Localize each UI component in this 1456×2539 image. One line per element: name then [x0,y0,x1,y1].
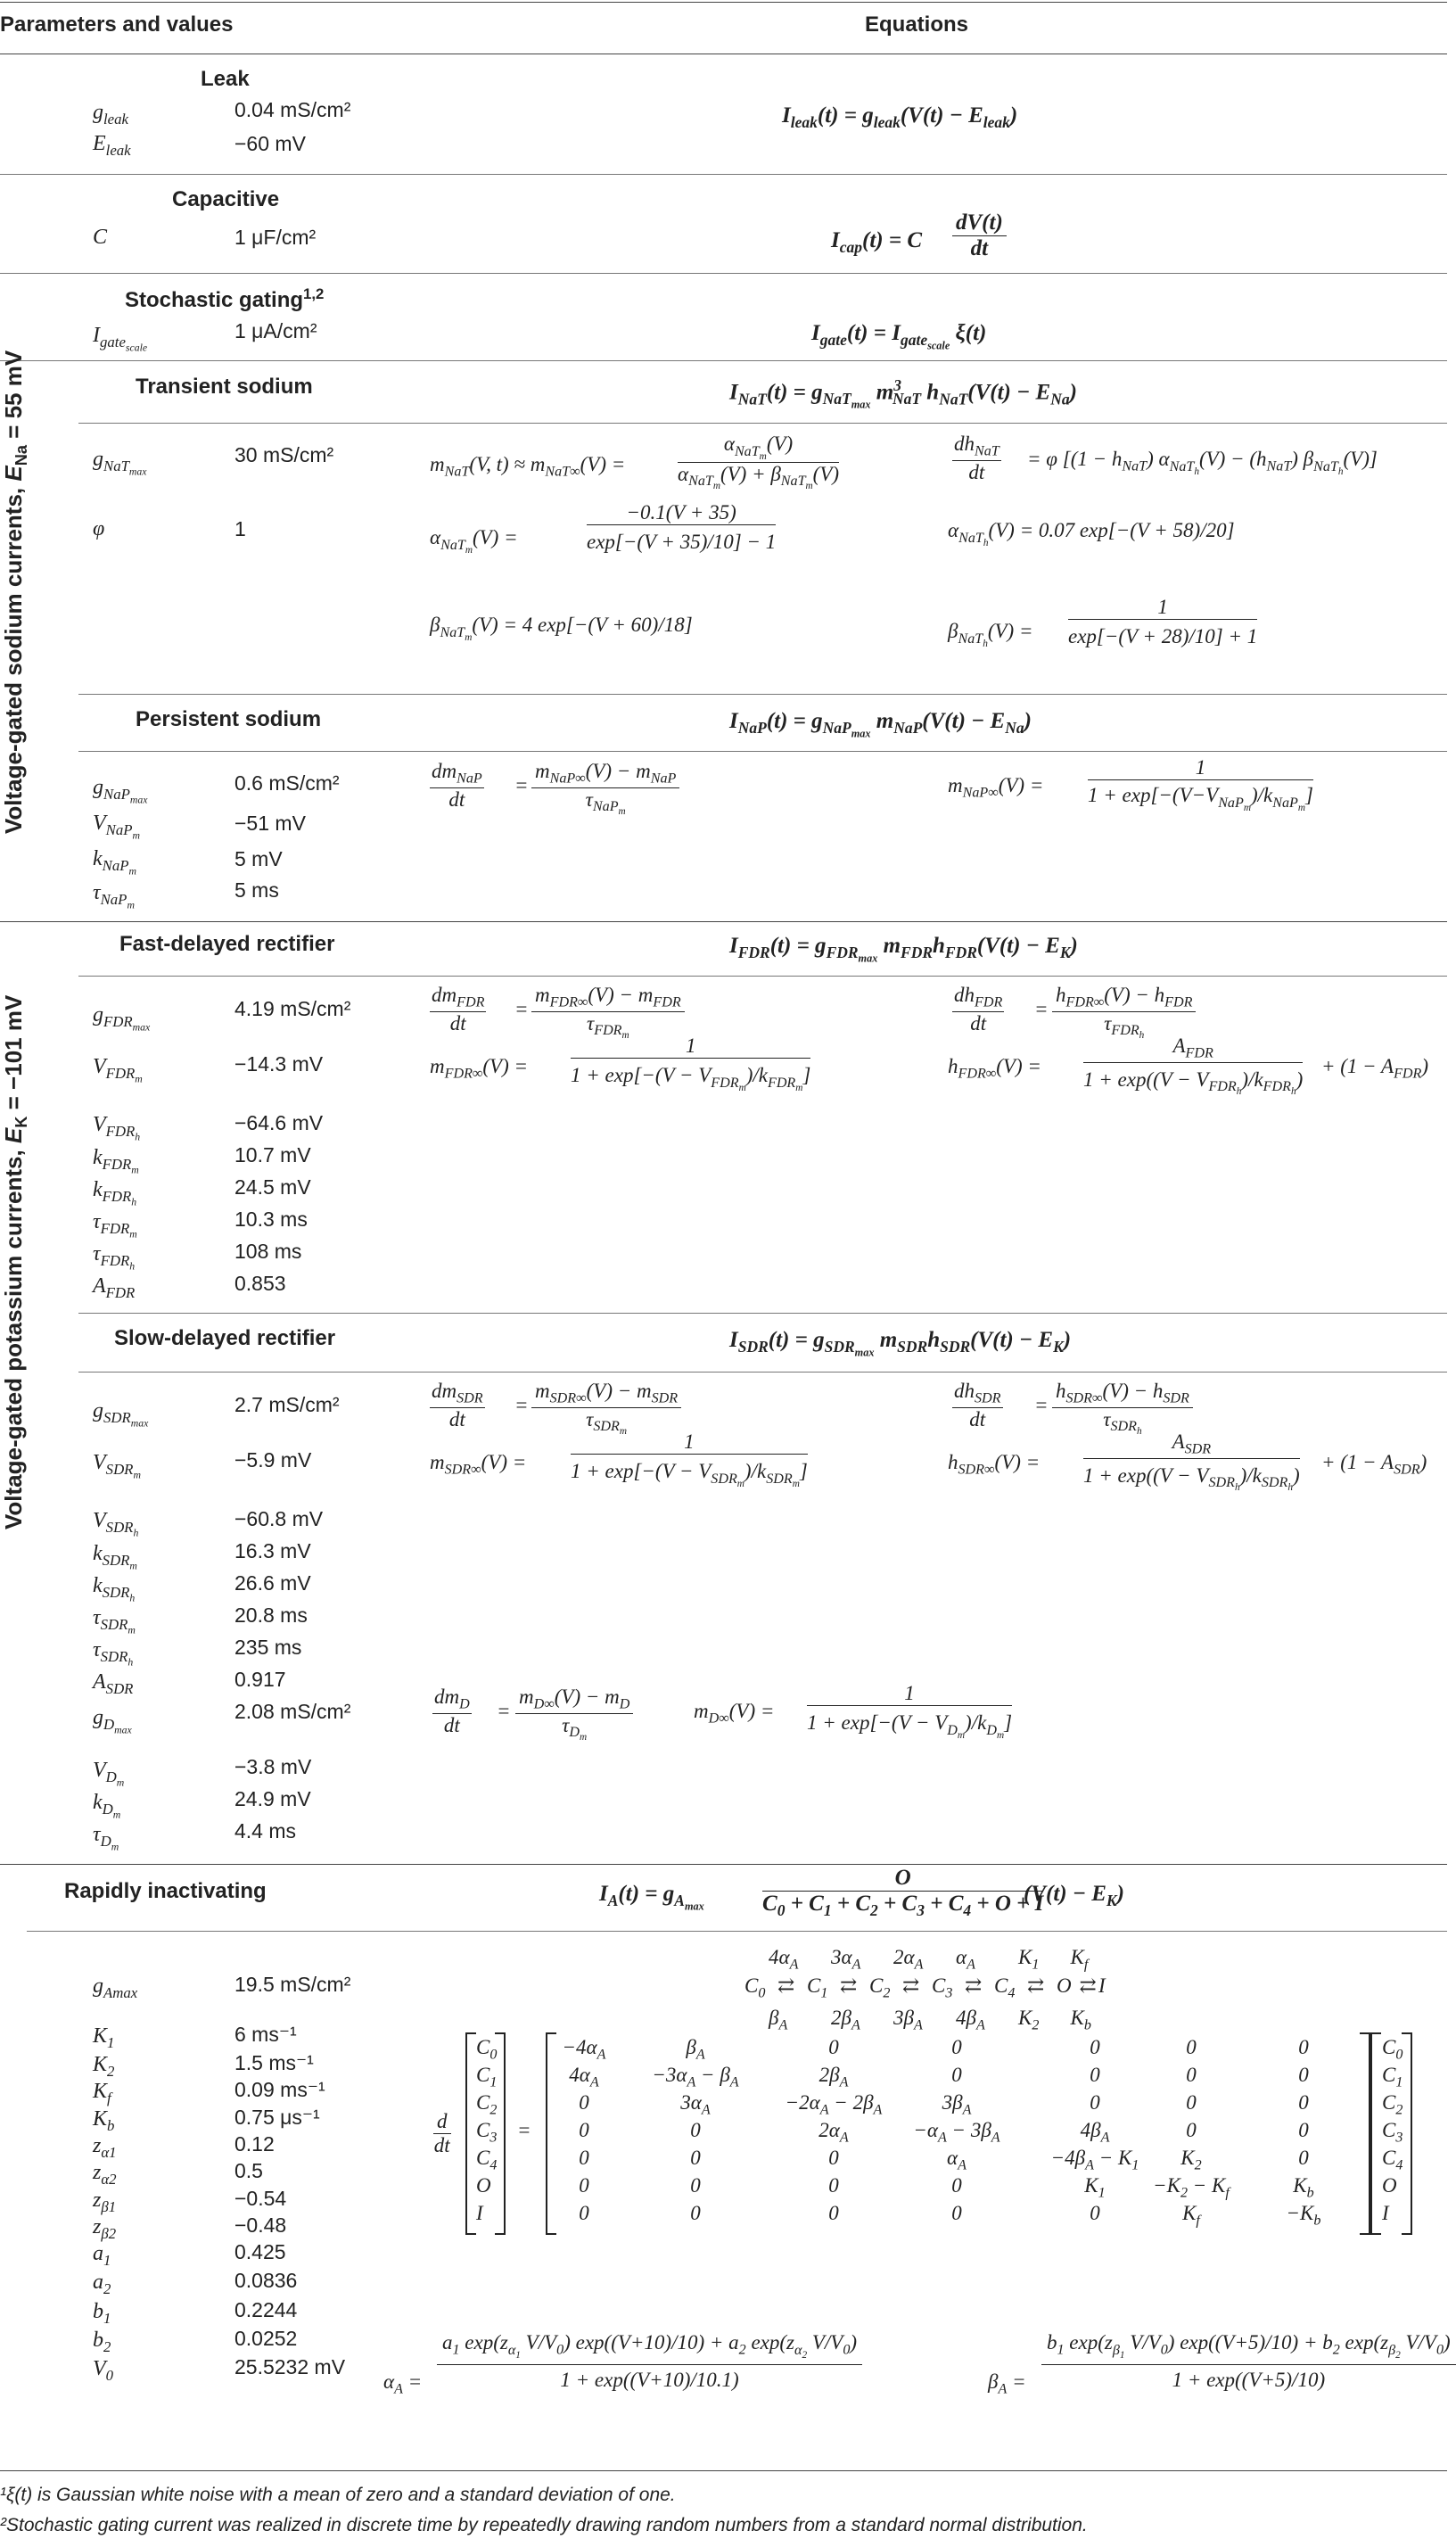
param-name: $\tau_{D_m}$ [93,1823,119,1853]
state-vector-entry: $C_2$ [1382,2091,1403,2118]
param-value: 16.3 mV [234,1539,311,1562]
section-title-sdr: Slow-delayed rectifier [114,1326,336,1350]
table-bottom-rule [0,2470,1447,2471]
equation-dm-fdr-rhs: $m_{FDR\infty}(V) - m_{FDR}$ $\tau_{FDR_m}$ [531,984,685,1041]
equation-transient-sodium: $I_{NaT}(t) = g_{NaT_{max}}$ $m^3_{NaT}$ $h_{NaT}(V(t) - E_{Na})$ [729,376,1077,411]
matrix-cell: $2\alpha_A$ [818,2119,849,2146]
matrix-cell: 0 [690,2202,701,2224]
param-name: $\tau_{NaP_m}$ [93,881,135,911]
scheme-arrow-icon: ⇄ [1027,1974,1045,1997]
equation-dm-nap-eq: = [514,774,529,796]
table-top-rule [0,2,1447,3]
equation-alpha-a-lhs: $\alpha_A$ = [383,2370,423,2397]
scheme-forward-rate: $\alpha_A$ [956,1946,975,1973]
equation-m-d-inf-frac: 1 $1 + \exp[-(V - V_{D_m})/k_{D_m}]$ [807,1682,1013,1741]
equation-fdr: $I_{FDR}(t) = g_{FDR_{max}}$ $m_{FDR}h_{FDR}(V(t) - E_K)$ [729,934,1078,965]
param-name: $K_b$ [93,2107,115,2134]
equation-leak: $I_{leak}(t) = g_{leak}(V(t) - E_{leak})$ [782,103,1018,131]
equation-m-sdr-inf-lhs: $m_{SDR\infty}(V)$ = [430,1451,527,1478]
matrix-cell: 0 [579,2202,589,2224]
equation-m-nap-inf-frac: 1 $1 + \exp[-(V-V_{NaP_m})/k_{NaP_m}]$ [1088,756,1313,813]
param-name: $V_0$ [93,2357,114,2384]
matrix-cell: 0 [1090,2036,1100,2058]
matrix-cell: $K_f$ [1182,2202,1200,2229]
equation-h-sdr-inf-tail: + $(1 - A_{SDR})$ [1321,1451,1427,1478]
section-title-capacitive: Capacitive [172,187,280,211]
equation-beta-nat-h-frac: 1 exp[−(V + 28)/10] + 1 [1068,596,1258,647]
matrix-cell: 0 [1298,2091,1309,2114]
group-rule [0,1864,1447,1865]
equation-alpha-nat-m-frac: −0.1(V + 35) exp[−(V + 35)/10] − 1 [587,501,777,553]
equation-m-nat-frac: $\alpha_{NaT_m}(V)$ $\alpha_{NaT_m}(V) + \beta_{NaT_m}(V)$ [678,433,840,492]
subsection-rule [78,751,1447,752]
scheme-arrow-icon: ⇄ [777,1974,795,1997]
matrix-cell: 0 [951,2064,962,2086]
equation-dm-d-eq: = [497,1700,511,1722]
matrix-cell: $\beta_A$ [686,2036,705,2063]
matrix-cell: 0 [1298,2036,1309,2058]
param-value: 24.9 mV [234,1787,311,1810]
param-value: −64.6 mV [234,1111,324,1134]
param-name: $V_{FDR_m}$ [93,1055,143,1085]
equation-sdr: $I_{SDR}(t) = g_{SDR_{max}}$ $m_{SDR}h_{SDR}(V(t) - E_K)$ [729,1328,1072,1359]
param-value: 4.19 mS/cm² [234,997,351,1020]
param-name: $b_2$ [93,2329,111,2355]
equation-rapid-tail: $(V(t) - E_K)$ [1024,1882,1124,1909]
param-name: $z_{\alpha 2}$ [93,2161,117,2188]
equation-rapid-frac: O $C_0 + C_1 + C_2 + C_3 + C_4 + O + I$ [762,1866,1044,1919]
scheme-arrow-icon: ⇄ [1079,1974,1097,1997]
state-vector-entry: $C_1$ [1382,2064,1403,2090]
potassium-group-label: Voltage-gated potassium currents, $E_K = -101$ mV [0,994,31,1529]
param-value: 1.5 ms⁻¹ [234,2051,314,2074]
param-value: 30 mS/cm² [234,443,334,466]
equation-dh-sdr-frac: $dh_{SDR}$ dt [954,1380,1001,1430]
scheme-state: $C_0$ [744,1974,766,2001]
param-name: $V_{FDR_h}$ [93,1113,141,1143]
scheme-backward-rate: $3\beta_A$ [893,2007,923,2033]
section-title-transient-sodium: Transient sodium [136,375,313,399]
stochastic-title-sup: 1,2 [303,285,325,302]
equation-dh-fdr-eq: = [1034,998,1049,1020]
matrix-cell: $4\alpha_A$ [569,2064,599,2090]
section-title-fdr: Fast-delayed rectifier [119,932,335,956]
section-title-persistent-sodium: Persistent sodium [136,707,322,731]
equation-m-nat-lhs: $m_{NaT}(V$, $t) \approx m_{NaT\infty}(V)$ = [430,453,626,480]
matrix-cell: $3\alpha_A$ [680,2091,711,2118]
matrix-cell: 0 [1090,2091,1100,2114]
section-rule [78,694,1447,695]
matrix-cell: $4\beta_A$ [1080,2119,1110,2146]
equation-dm-d-frac: $dm_D$ dt [434,1686,470,1736]
equation-dm-sdr-frac: $dm_{SDR}$ dt [432,1380,483,1430]
equation-dh-nat-rhs: = φ [$(1 - h_{NaT})$ $\alpha_{NaT_h}(V) - (h_{NaT})$ $\beta_{NaT_h}(V)$] [1027,448,1378,477]
matrix-cell: 0 [1090,2064,1100,2086]
param-value: 5 ms [234,878,279,902]
state-vector-entry: O [476,2174,491,2197]
param-value: 0.04 mS/cm² [234,98,351,121]
param-name: $z_{\alpha 1}$ [93,2134,117,2161]
matrix-cell: 0 [951,2174,962,2197]
param-value: 108 ms [234,1240,302,1263]
param-value: 235 ms [234,1636,302,1659]
param-name: $\tau_{SDR_h}$ [93,1638,134,1669]
equation-rapid-lhs: $I_A(t) = g_{A_{max}}$ [599,1882,704,1913]
equation-dh-fdr-frac: $dh_{FDR}$ dt [954,984,1003,1035]
equation-stochastic: $I_{gate}(t) = I_{gate_{scale}}$ ξ(t) [811,321,987,352]
matrix-derivative: d dt [433,2110,450,2156]
matrix-cell: 0 [690,2119,701,2141]
scheme-state: $C_2$ [869,1974,891,2001]
param-name: $z_{\beta 2}$ [93,2215,117,2242]
equation-beta-nat-m: $\beta_{NaT_m}(V) = 4$ exp[−(V + 60)/18] [430,614,693,643]
equation-dh-fdr-rhs: $h_{FDR\infty}(V) - h_{FDR}$ $\tau_{FDR_h}$ [1052,984,1196,1041]
param-value: −60 mV [234,132,306,155]
state-vector-entry: $C_1$ [476,2064,498,2090]
matrix-cell: $-\alpha_A - 3\beta_A$ [913,2119,1000,2146]
param-value: 0.75 μs⁻¹ [234,2106,320,2129]
equation-dh-sdr-rhs: $h_{SDR\infty}(V) - h_{SDR}$ $\tau_{SDR_h}$ [1052,1380,1193,1437]
state-vector-entry: $C_2$ [476,2091,498,2118]
state-vector-entry: $C_4$ [476,2147,498,2173]
param-name: $V_{D_m}$ [93,1759,125,1789]
equation-m-fdr-inf-frac: 1 $1 + \exp[-(V - V_{FDR_m})/k_{FDR_m}]$ [571,1035,811,1093]
param-value: −0.54 [234,2187,287,2210]
section-title-leak: Leak [201,67,250,91]
equation-m-fdr-inf-lhs: $m_{FDR\infty}(V)$ = [430,1055,529,1082]
footnote-1: ¹ξ(t) is Gaussian white noise with a mean of zero and a standard deviation of one. [0,2485,676,2505]
subsection-rule [78,976,1447,977]
param-value: 0.09 ms⁻¹ [234,2078,325,2101]
section-rule [78,1313,1447,1314]
param-name: $V_{SDR_m}$ [93,1451,141,1481]
equation-capacitive-fraction: dV(t) dt [952,210,1007,261]
matrix-cell: $-K_b$ [1286,2202,1321,2229]
scheme-forward-rate: $K_1$ [1018,1946,1040,1973]
scheme-backward-rate: $K_2$ [1018,2007,1040,2033]
param-value: 24.5 mV [234,1175,311,1199]
matrix-cell: $-3\alpha_A - \beta_A$ [652,2064,739,2090]
matrix-cell: $K_1$ [1084,2174,1106,2201]
equation-h-fdr-inf-tail: + $(1 - A_{FDR})$ [1321,1055,1429,1082]
equation-m-sdr-inf-frac: 1 $1 + \exp[-(V - V_{SDR_m})/k_{SDR_m}]$ [571,1430,808,1489]
state-vector-entry: $C_3$ [476,2119,498,2146]
param-value: 0.853 [234,1272,286,1295]
state-vector-entry: I [476,2202,483,2224]
matrix-cell: $3\beta_A$ [942,2091,972,2118]
param-value: 0.917 [234,1668,286,1691]
param-value: 25.5232 mV [234,2355,346,2378]
matrix-cell: 0 [1186,2064,1197,2086]
param-value: 0.2244 [234,2298,298,2321]
param-name: $A_{FDR}$ [93,1274,136,1301]
equation-h-fdr-inf-lhs: $h_{FDR\infty}(V)$ = [948,1055,1041,1082]
param-name: $K_1$ [93,2024,115,2051]
equation-alpha-nat-h: $\alpha_{NaT_h}(V) = 0.07$ exp[−(V + 58)/20] [948,519,1235,548]
matrix-cell: $K_b$ [1293,2174,1314,2201]
matrix-cell: 0 [1090,2202,1100,2224]
matrix-cell: $2\beta_A$ [818,2064,849,2090]
equation-dm-fdr-frac: $dm_{FDR}$ dt [432,984,485,1035]
equation-m-nap-inf-lhs: $m_{NaP\infty}(V)$ = [948,774,1044,801]
equation-dm-nap-rhs: $m_{NaP\infty}(V) - m_{NaP}$ $\tau_{NaP_m}$ [531,760,679,817]
matrix-bracket [546,2032,556,2235]
scheme-state: $C_4$ [994,1974,1016,2001]
param-name: $K_2$ [93,2053,115,2080]
section-rule [0,174,1447,175]
param-name: φ [93,517,105,540]
subsection-rule [78,423,1447,424]
matrix-cell: 0 [828,2174,839,2197]
equation-m-d-inf-lhs: $m_{D\infty}(V)$ = [694,1700,775,1727]
param-name: $g_{SDR_{max}}$ [93,1399,149,1430]
matrix-cell: 0 [690,2147,701,2169]
scheme-arrow-icon: ⇄ [965,1974,983,1997]
state-vector-entry: $C_3$ [1382,2119,1403,2146]
param-value: 0.12 [234,2132,275,2156]
matrix-cell: 0 [828,2036,839,2058]
param-name: $V_{SDR_h}$ [93,1509,139,1539]
matrix-cell: 0 [1186,2036,1197,2058]
scheme-state: O [1057,1974,1072,1997]
matrix-cell: $-2\alpha_A - 2\beta_A$ [785,2091,883,2118]
param-name: $K_f$ [93,2080,111,2106]
equation-beta-a-frac: $b_1$ $\exp(z_{\beta_1}$ $V/V_0$) $\exp((V+5)/10) + b_2$ $\exp(z_{\beta_2}$ $V/V_0$) 1 + exp((V+5)/10) [1041,2331,1456,2392]
param-name: $g_{NaP_{max}}$ [93,776,148,806]
equation-capacitive: $I_{cap}(t) = C$ [831,228,923,256]
section-title-stochastic [125,285,324,313]
scheme-arrow-icon: ⇄ [840,1974,858,1997]
param-name: $k_{D_m}$ [93,1791,121,1821]
subsection-rule [27,1931,1447,1932]
param-value: −60.8 mV [234,1507,324,1530]
param-name: $g_{NaT_{max}}$ [93,448,147,478]
scheme-state: $C_3$ [932,1974,953,2001]
param-name: C [93,226,108,249]
param-value: −3.8 mV [234,1755,312,1778]
matrix-cell: 0 [1298,2147,1309,2169]
subsection-rule [78,1372,1447,1373]
matrix-cell: 0 [951,2202,962,2224]
param-value: 4.4 ms [234,1819,297,1842]
param-value: 2.7 mS/cm² [234,1393,340,1416]
matrix-cell: 0 [1298,2064,1309,2086]
param-value: 0.5 [234,2159,263,2182]
matrix-cell: 0 [828,2147,839,2169]
param-name: $E_{leak}$ [93,132,131,159]
equation-dm-nap-frac: $dm_{NaP}$ dt [432,760,482,811]
equation-beta-a-lhs: $\beta_A$ = [988,2370,1026,2397]
equation-dm-sdr-eq: = [514,1394,529,1416]
param-value: 1 μA/cm² [234,319,317,342]
param-name: $z_{\beta 1}$ [93,2189,117,2215]
scheme-forward-rate: $4\alpha_A$ [769,1946,799,1973]
equation-beta-nat-h-lhs: $\beta_{NaT_h}(V)$ = [948,620,1033,649]
param-value: 2.08 mS/cm² [234,1700,351,1723]
param-value: 20.8 ms [234,1603,308,1627]
state-vector-entry: $C_4$ [1382,2147,1403,2173]
param-name: $k_{FDR_h}$ [93,1178,137,1208]
equation-dm-sdr-rhs: $m_{SDR\infty}(V) - m_{SDR}$ $\tau_{SDR_m}$ [531,1380,681,1437]
param-value: 0.425 [234,2240,286,2263]
param-value: 26.6 mV [234,1571,311,1595]
matrix-bracket [1402,2032,1412,2235]
param-name: $g_{D_{max}}$ [93,1706,132,1736]
matrix-cell: $-K_2 - K_f$ [1153,2174,1230,2201]
param-name: $g_{leak}$ [93,101,128,128]
param-value: 1 [234,517,246,540]
matrix-cell: $-4\alpha_A$ [562,2036,606,2063]
scheme-backward-rate: $2\beta_A$ [831,2007,860,2033]
stochastic-title-text: Stochastic gating [125,288,304,312]
matrix-bracket [1370,2032,1381,2235]
param-name: $k_{SDR_m}$ [93,1542,137,1572]
scheme-backward-rate: $\beta_A$ [769,2007,788,2033]
param-value: 0.6 mS/cm² [234,771,340,795]
matrix-cell: $K_2$ [1180,2147,1202,2173]
param-name: $\tau_{FDR_m}$ [93,1210,137,1241]
equation-h-sdr-inf-lhs: $h_{SDR\infty}(V)$ = [948,1451,1041,1478]
state-vector-entry: I [1382,2202,1389,2224]
matrix-cell: 0 [1186,2091,1197,2114]
equation-persistent-sodium: $I_{NaP}(t) = g_{NaP_{max}}$ $m_{NaP}(V(t) - E_{Na})$ [729,709,1032,740]
matrix-equals: = [517,2119,531,2141]
param-name: $I_{gate_{scale}}$ [93,324,148,354]
column-header-parameters: Parameters and values [0,12,234,37]
param-value: −0.48 [234,2213,287,2237]
sodium-group-label: Voltage-gated sodium currents, $E_{Na} = 55$ mV [0,350,31,834]
column-header-equations: Equations [865,12,969,37]
matrix-cell: 0 [828,2202,839,2224]
equation-alpha-nat-m-lhs: $\alpha_{NaT_m}(V)$ = [430,526,518,556]
state-vector-entry: $C_0$ [476,2036,498,2063]
matrix-cell: 0 [1298,2119,1309,2141]
param-value: −14.3 mV [234,1052,324,1076]
scheme-forward-rate: $3\alpha_A$ [831,1946,861,1973]
param-value: 10.7 mV [234,1143,311,1166]
param-value: −5.9 mV [234,1448,312,1471]
equation-dh-nat-frac: $dh_{NaT}$ dt [954,433,999,483]
section-title-rapid: Rapidly inactivating [64,1879,267,1903]
equation-alpha-a-frac: $a_1$ $\exp(z_{\alpha_1}$ $V/V_0$) $\exp((V+10)/10) + a_2$ $\exp(z_{\alpha_2}$ $V/V_0$) 1 + exp((V+10)/10.1) [437,2331,862,2392]
param-name: $k_{SDR_h}$ [93,1574,136,1604]
matrix-cell: $-4\beta_A - K_1$ [1050,2147,1139,2173]
param-value: 0.0836 [234,2269,298,2292]
state-vector-entry: O [1382,2174,1397,2197]
matrix-cell: $\alpha_A$ [947,2147,967,2173]
param-value: 1 μF/cm² [234,226,317,249]
param-name: $a_1$ [93,2242,111,2269]
equation-dm-d-rhs: $m_{D\infty}(V) - m_D$ $\tau_{D_m}$ [515,1686,633,1743]
param-name: $b_1$ [93,2300,111,2327]
scheme-state: I [1098,1974,1106,1997]
param-value: 19.5 mS/cm² [234,1973,351,1996]
equation-h-sdr-inf-frac: $A_{SDR}$ $1 + \exp((V - V_{SDR_h})/k_{SDR_h})$ [1083,1430,1300,1494]
matrix-cell: 0 [579,2147,589,2169]
scheme-forward-rate: $2\alpha_A$ [893,1946,924,1973]
scheme-state: $C_1$ [807,1974,828,2001]
footnote-2: ²Stochastic gating current was realized in discrete time by repeatedly drawing random numbers from a standard normal distribution. [0,2515,1088,2535]
scheme-backward-rate: $4\beta_A$ [956,2007,985,2033]
matrix-bracket [465,2032,476,2235]
param-value: 10.3 ms [234,1208,308,1231]
matrix-cell: 0 [579,2119,589,2141]
state-vector-entry: $C_0$ [1382,2036,1403,2063]
matrix-cell: 0 [579,2174,589,2197]
param-value: 6 ms⁻¹ [234,2023,297,2046]
param-name: $k_{NaP_m}$ [93,847,136,878]
group-rule [0,921,1447,922]
matrix-cell: 0 [690,2174,701,2197]
param-value: 0.0252 [234,2327,298,2350]
scheme-forward-rate: $K_f$ [1070,1946,1089,1973]
matrix-cell: 0 [579,2091,589,2114]
param-name: $a_2$ [93,2271,111,2297]
section-rule [0,273,1447,274]
param-name: $g_{Amax}$ [93,1974,138,2001]
param-value: 5 mV [234,847,283,870]
matrix-cell: 0 [951,2036,962,2058]
param-name: $k_{FDR_m}$ [93,1146,139,1176]
param-name: $\tau_{FDR_h}$ [93,1242,136,1273]
scheme-backward-rate: $K_b$ [1070,2007,1091,2033]
scheme-arrow-icon: ⇄ [902,1974,920,1997]
equation-dh-sdr-eq: = [1034,1394,1049,1416]
matrix-bracket [1360,2032,1370,2235]
section-rule [0,360,1447,361]
equation-dm-fdr-eq: = [514,998,529,1020]
param-name: $A_{SDR}$ [93,1670,134,1697]
param-name: $\tau_{SDR_m}$ [93,1606,136,1636]
param-value: −51 mV [234,812,306,835]
matrix-cell: 0 [1186,2119,1197,2141]
param-name: $g_{FDR_{max}}$ [93,1003,151,1034]
equation-h-fdr-inf-frac: $A_{FDR}$ $1 + \exp((V - V_{FDR_h})/k_{FDR_h})$ [1083,1035,1304,1098]
param-name: $V_{NaP_m}$ [93,812,141,842]
